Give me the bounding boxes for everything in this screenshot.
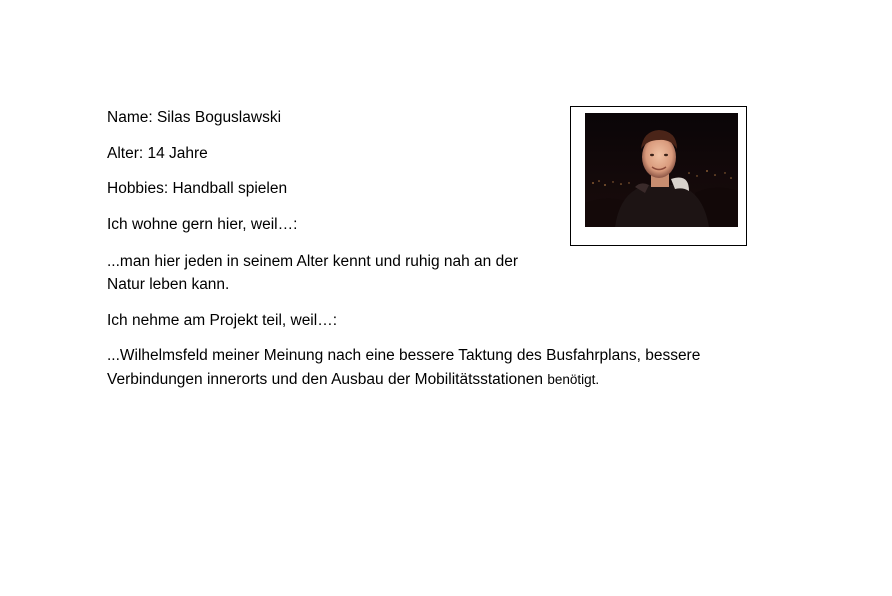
project-answer-line-1: ...Wilhelmsfeld meiner Meinung nach eine bessere Taktung des Busfahrplans, bessere [107,347,701,364]
live-here-answer-line-2: Natur leben kann. [107,276,230,293]
live-here-answer-line-1: ...man hier jeden in seinem Alter kennt und ruhig nah an der [107,253,519,270]
live-here-prompt: Ich wohne gern hier, weil…: [107,216,298,233]
project-prompt: Ich nehme am Projekt teil, weil…: [107,312,338,329]
photo-frame [570,106,747,246]
portrait-photo [585,113,738,227]
hobbies-line: Hobbies: Handball spielen [107,180,288,197]
project-answer-line-2 [107,369,599,391]
age-line: Alter: 14 Jahre [107,145,208,162]
project-answer-tail: benötigt. [547,372,600,387]
project-answer-main: Verbindungen innerorts und den Ausbau der Mobilitätsstationen [107,371,548,388]
name-line: Name: Silas Boguslawski [107,109,282,126]
